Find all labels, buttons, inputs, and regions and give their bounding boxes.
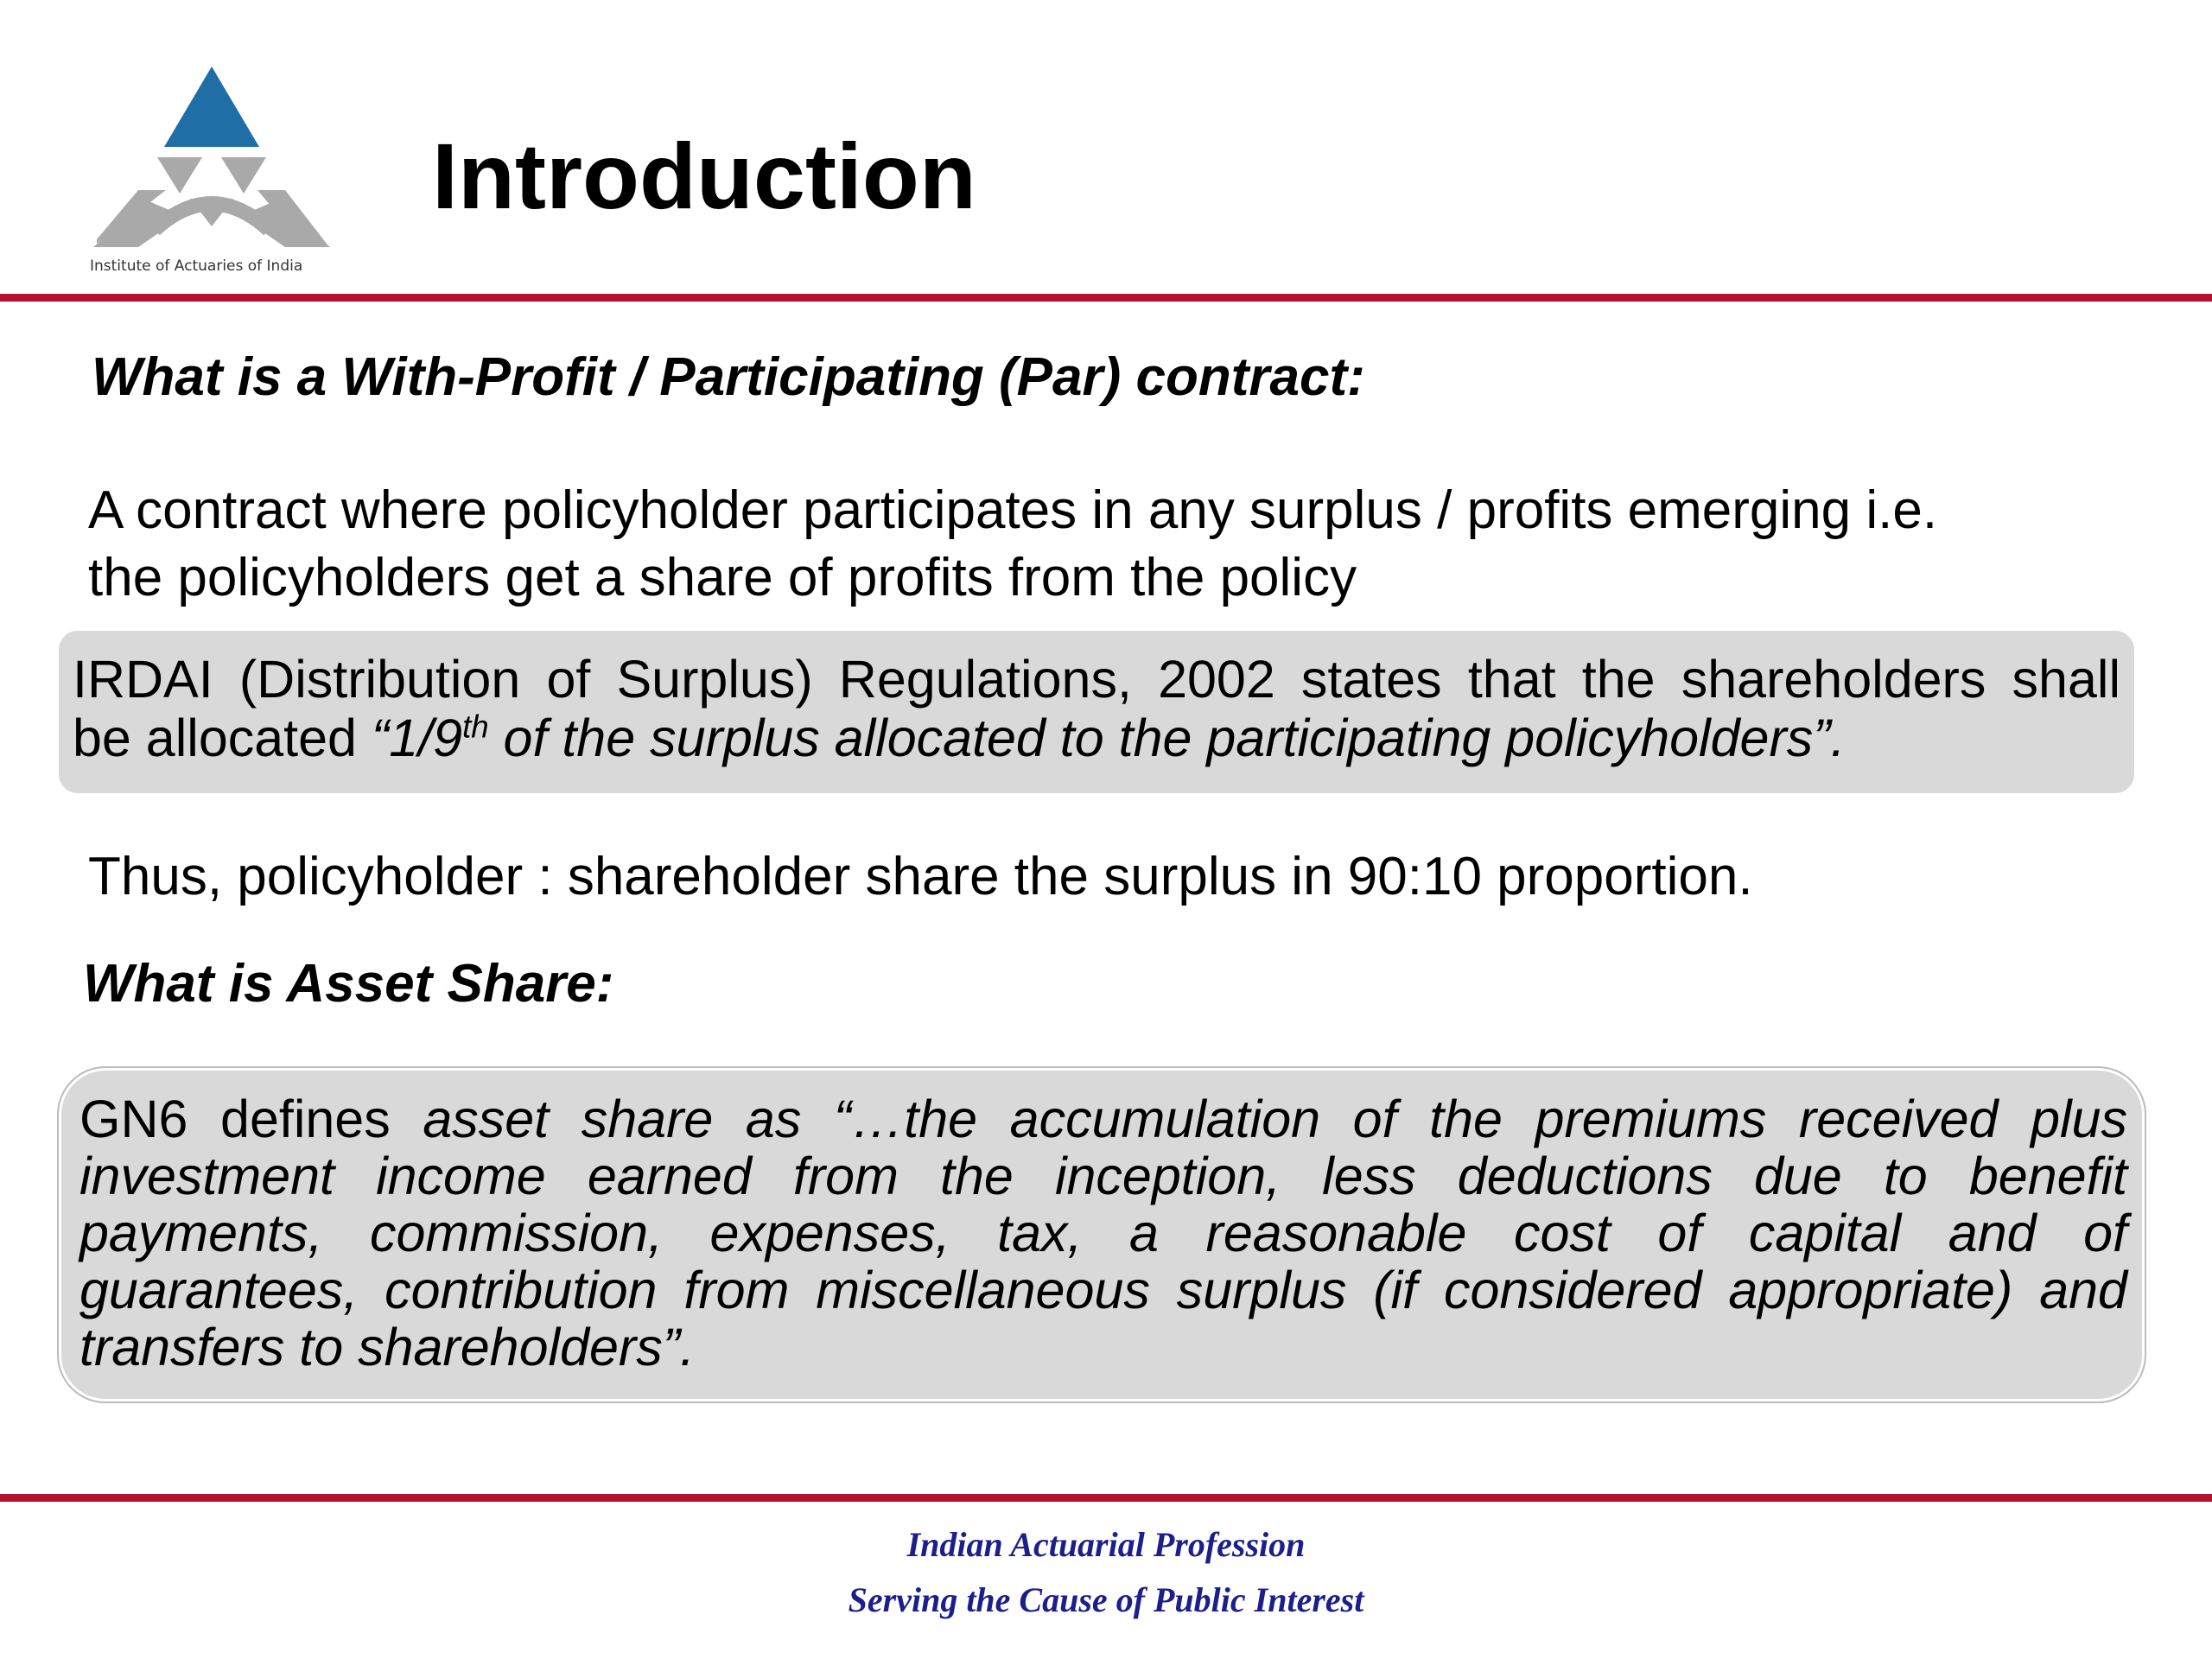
top-divider [0, 294, 2212, 302]
gn6-line: payments, commission, expenses, tax, a reasonable cost of capital and of [79, 1204, 2127, 1262]
actuaries-triangle-logo-icon [86, 62, 337, 261]
bottom-divider [0, 1494, 2212, 1502]
slide-title: Introduction [432, 124, 976, 228]
institute-logo [86, 62, 337, 287]
surplus-proportion-text: Thus, policyholder : shareholder share the surplus in 90:10 proportion. [88, 847, 1753, 906]
gn6-line: transfers to shareholders”. [79, 1318, 695, 1376]
regulation-prefix: be allocated [73, 709, 372, 767]
gn6-line [79, 1090, 2127, 1147]
section-heading-asset-share: What is Asset Share: [83, 954, 614, 1014]
gn6-prefix: GN6 defines [79, 1090, 423, 1148]
quote-text: of the surplus allocated to the participating policyholders”. [488, 709, 1846, 767]
regulation-quote [372, 709, 1846, 767]
logo-caption: Institute of Actuaries of India [90, 257, 303, 275]
gn6-line: guarantees, contribution from miscellaneous surplus (if considered appropriate) and [79, 1261, 2127, 1319]
gn6-line: investment income earned from the inception, less deductions due to benefit [79, 1147, 2127, 1205]
footer-line-tagline: Serving the Cause of Public Interest [848, 1580, 1364, 1619]
gn6-italic: asset share as “…the accumulation of the premiums received plus [423, 1090, 2127, 1148]
regulation-line [73, 709, 2120, 767]
regulation-line: IRDAI (Distribution of Surplus) Regulations, 2002 states that the shareholders shall [73, 650, 2120, 709]
quote-superscript: th [462, 709, 489, 745]
quote-fraction: “1/9 [371, 709, 463, 767]
gn6-definition-box [57, 1066, 2146, 1403]
definition-line: A contract where policyholder participates in any surplus / profits emerging i.e. [88, 480, 1938, 540]
par-contract-definition [88, 477, 1937, 612]
footer-line-profession: Indian Actuarial Profession [906, 1525, 1306, 1564]
irdai-regulation-box [59, 631, 2134, 793]
definition-line: the policyholders get a share of profits from the policy [88, 548, 1357, 607]
section-heading-par-contract: What is a With-Profit / Participating (Par) contract: [92, 347, 1365, 407]
